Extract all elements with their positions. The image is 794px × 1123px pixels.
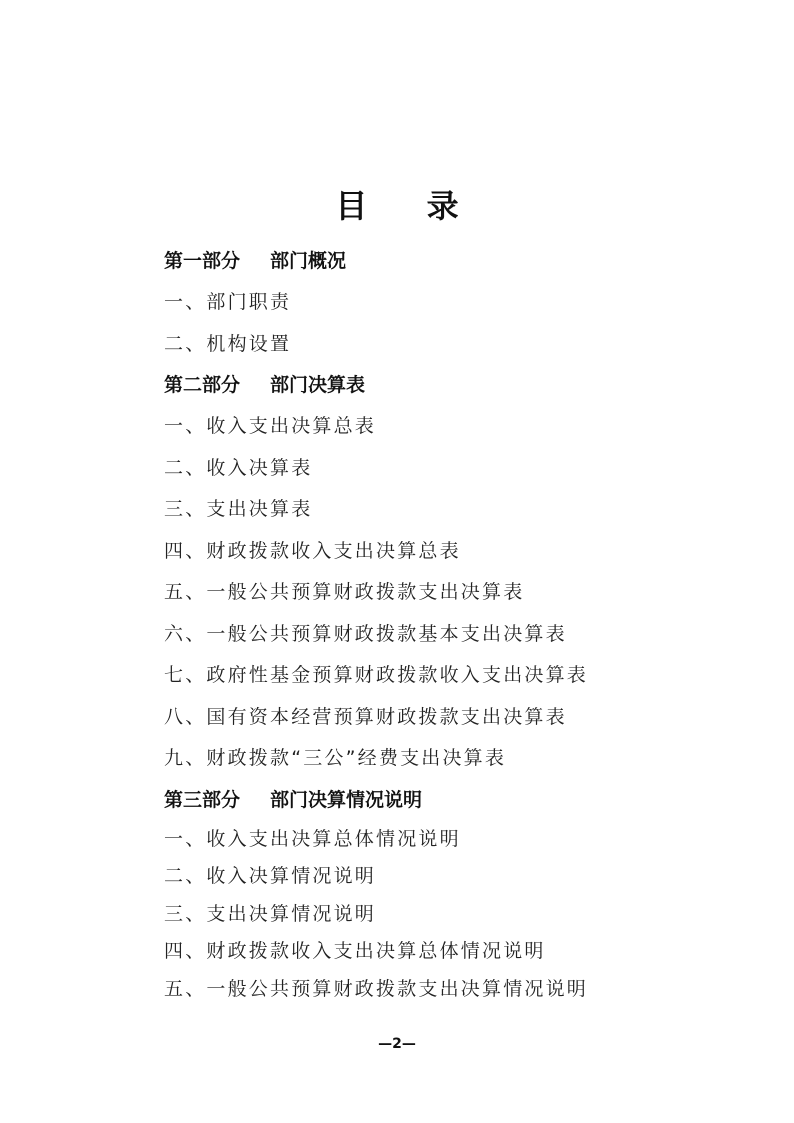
toc-item[interactable]: 四、财政拨款收入支出决算总表 bbox=[164, 539, 461, 562]
section-part-label: 第三部分 bbox=[164, 788, 241, 811]
toc-item[interactable]: 一、收入支出决算总体情况说明 bbox=[164, 827, 461, 850]
toc-item[interactable]: 七、政府性基金预算财政拨款收入支出决算表 bbox=[164, 664, 589, 686]
toc-item[interactable]: 二、收入决算情况说明 bbox=[164, 865, 377, 887]
toc-item[interactable]: 三、支出决算情况说明 bbox=[164, 902, 377, 925]
page-number: —2— bbox=[378, 1036, 416, 1052]
section-name: 部门概况 bbox=[270, 250, 347, 272]
toc-item[interactable]: 一、部门职责 bbox=[164, 291, 292, 313]
toc-item[interactable]: 九、财政拨款“三公”经费支出决算表 bbox=[164, 747, 507, 769]
section-part-label: 第二部分 bbox=[164, 374, 241, 396]
toc-item[interactable]: 六、一般公共预算财政拨款基本支出决算表 bbox=[164, 622, 567, 645]
toc-item[interactable]: 二、机构设置 bbox=[164, 332, 292, 355]
page-title: 目 录 bbox=[335, 187, 483, 225]
section-heading-part-3[interactable] bbox=[164, 780, 724, 821]
section-name: 部门决算表 bbox=[270, 374, 366, 396]
toc-item[interactable]: 一、收入支出决算总表 bbox=[164, 415, 377, 437]
toc-item[interactable]: 五、一般公共预算财政拨款支出决算表 bbox=[164, 581, 525, 603]
toc-item[interactable]: 三、支出决算表 bbox=[164, 498, 313, 520]
toc-item[interactable]: 四、财政拨款收入支出决算总体情况说明 bbox=[164, 940, 546, 962]
section-name: 部门决算情况说明 bbox=[270, 788, 423, 811]
toc-item[interactable]: 二、收入决算表 bbox=[164, 456, 313, 479]
toc-item[interactable]: 五、一般公共预算财政拨款支出决算情况说明 bbox=[164, 977, 589, 1000]
section-part-label: 第一部分 bbox=[164, 250, 241, 272]
section-heading-part-2[interactable] bbox=[164, 365, 724, 406]
table-of-contents bbox=[164, 241, 724, 1008]
section-heading-part-1[interactable] bbox=[164, 241, 724, 282]
toc-item[interactable]: 八、国有资本经营预算财政拨款支出决算表 bbox=[164, 705, 567, 728]
